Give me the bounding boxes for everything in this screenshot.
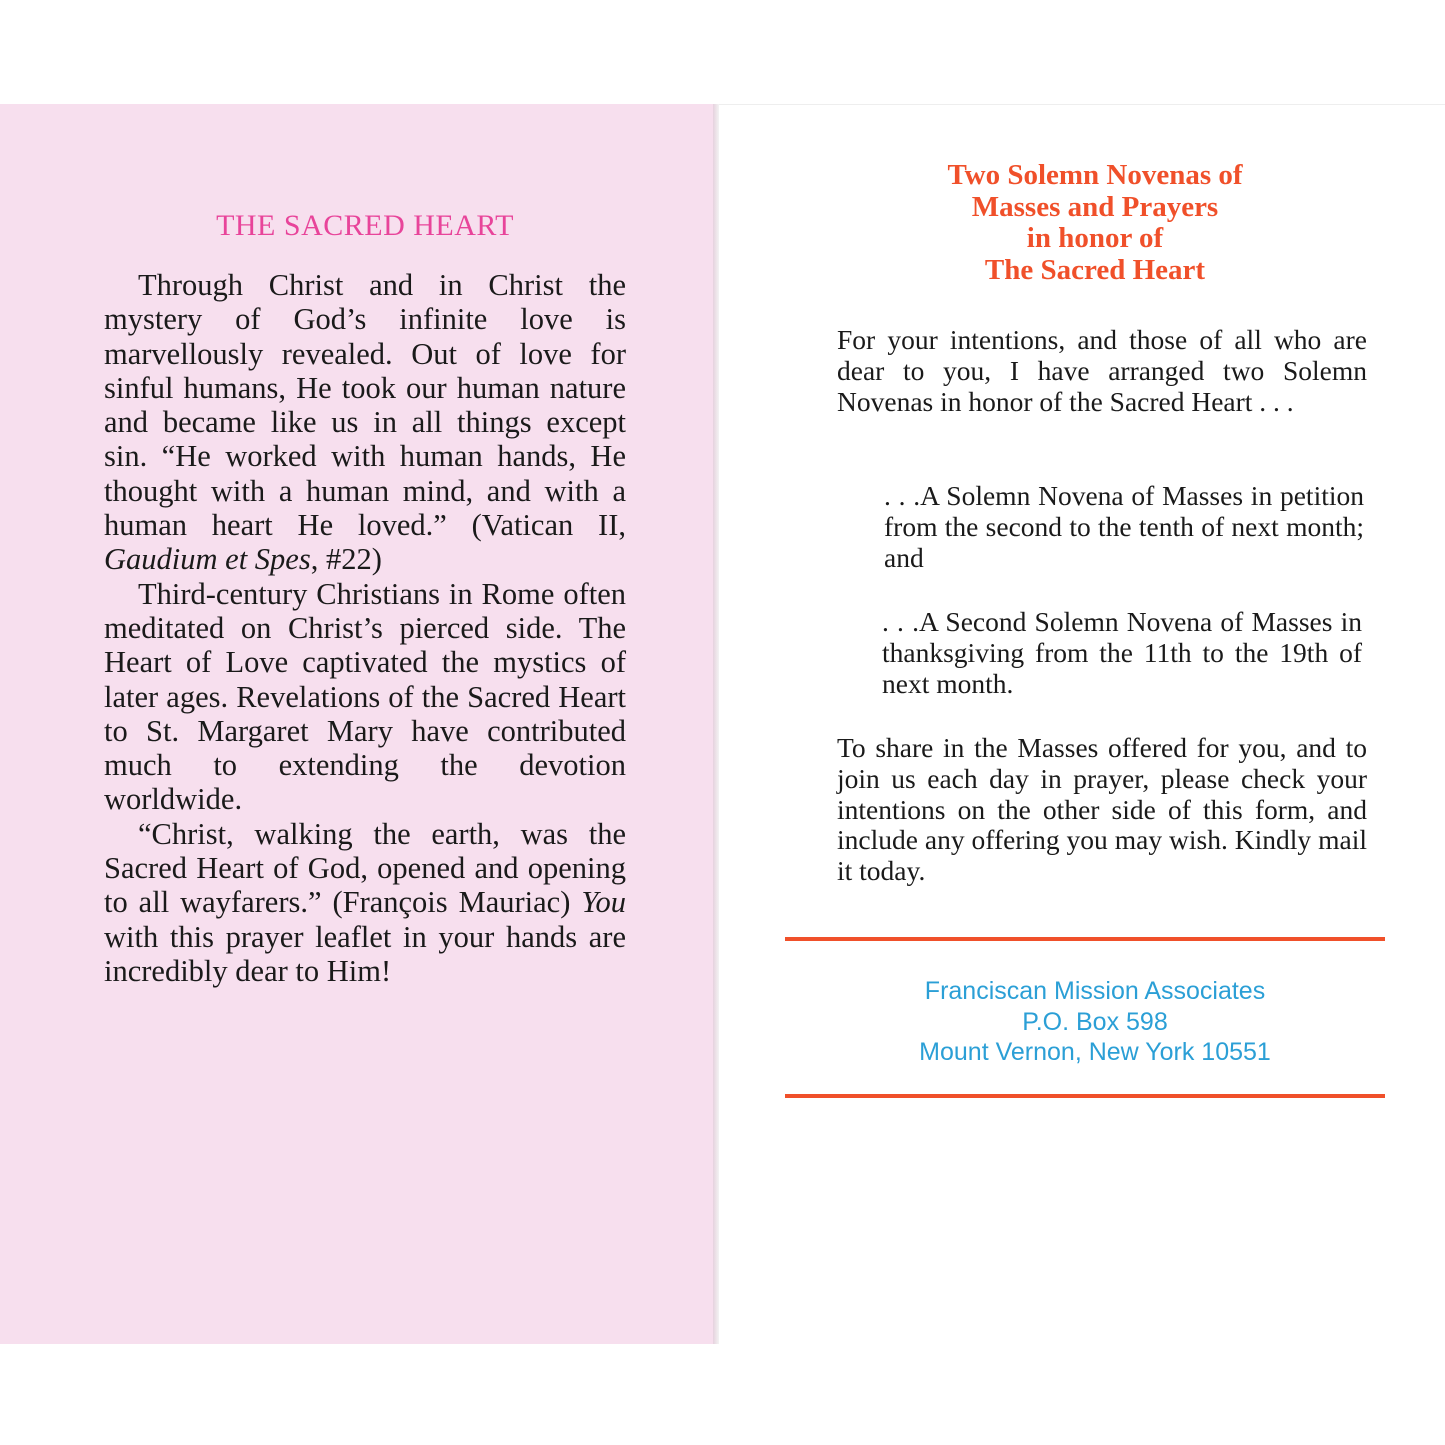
left-paragraph-1 bbox=[104, 268, 626, 577]
right-heading-line: The Sacred Heart bbox=[984, 253, 1206, 286]
right-heading-line: Two Solemn Novenas of bbox=[947, 159, 1243, 191]
left-paragraph-3-end: with this prayer leaflet in your hands are incredibly dear to Him! bbox=[104, 919, 626, 988]
right-heading-line: Masses and Prayers bbox=[971, 190, 1219, 223]
left-paragraph-3-text: “Christ, walking the earth, was the Sacred Heart of God, opened and opening to all wayfarers.” (François Mauriac) bbox=[104, 816, 626, 920]
address-line: Mount Vernon, New York 10551 bbox=[919, 1038, 1271, 1066]
right-panel bbox=[719, 104, 1445, 1345]
left-paragraph-3-italic: You bbox=[581, 885, 626, 920]
intro-paragraph: For your intentions, and those of all who are dear to you, I have arranged two Solemn Novenas in honor of the Sacred Heart . . . bbox=[837, 324, 1367, 417]
novena-item-1: . . .A Solemn Novena of Masses in petition from the second to the tenth of next month; and bbox=[884, 480, 1364, 573]
mailing-address bbox=[795, 976, 1395, 1068]
left-paragraph-2: Third-century Christians in Rome often meditated on Christ’s pierced side. The Heart of Love captivated the mystics of later ages. Revelations of the Sacred Heart to St. Margaret Mary have contributed much to extending the devotion worldwide. bbox=[104, 576, 626, 817]
divider-rule bbox=[785, 1094, 1385, 1098]
left-paragraph-1-text: Through Christ and in Christ the mystery of God’s infinite love is marvellously revealed. Out of love for sinful humans, He took our human nature and became like us in all things except sin. “He worked with human hands, He thought with a human mind, and with a human heart He loved.” (Vatican II, bbox=[104, 268, 626, 543]
left-paragraph-3 bbox=[104, 817, 626, 988]
left-heading: THE SACRED HEART bbox=[216, 209, 514, 242]
left-body-text bbox=[104, 268, 626, 988]
left-paragraph-1-italic: Gaudium et Spes bbox=[104, 542, 311, 577]
share-paragraph: To share in the Masses offered for you, and to join us each day in prayer, please check your intentions on the other side of this form, and include any offering you may wish. Kindly mail it today. bbox=[837, 732, 1367, 887]
right-heading-line: in honor of bbox=[1026, 222, 1164, 254]
left-paragraph-1-end: , #22) bbox=[310, 542, 382, 577]
right-heading bbox=[795, 160, 1395, 286]
divider-rule bbox=[785, 937, 1385, 941]
scan-margin bbox=[0, 0, 1445, 104]
address-line: Franciscan Mission Associates bbox=[924, 977, 1266, 1005]
address-line: P.O. Box 598 bbox=[1022, 1007, 1168, 1036]
novena-item-2: . . .A Second Solemn Novena of Masses in thanksgiving from the 11th to the 19th of next month. bbox=[882, 606, 1362, 699]
